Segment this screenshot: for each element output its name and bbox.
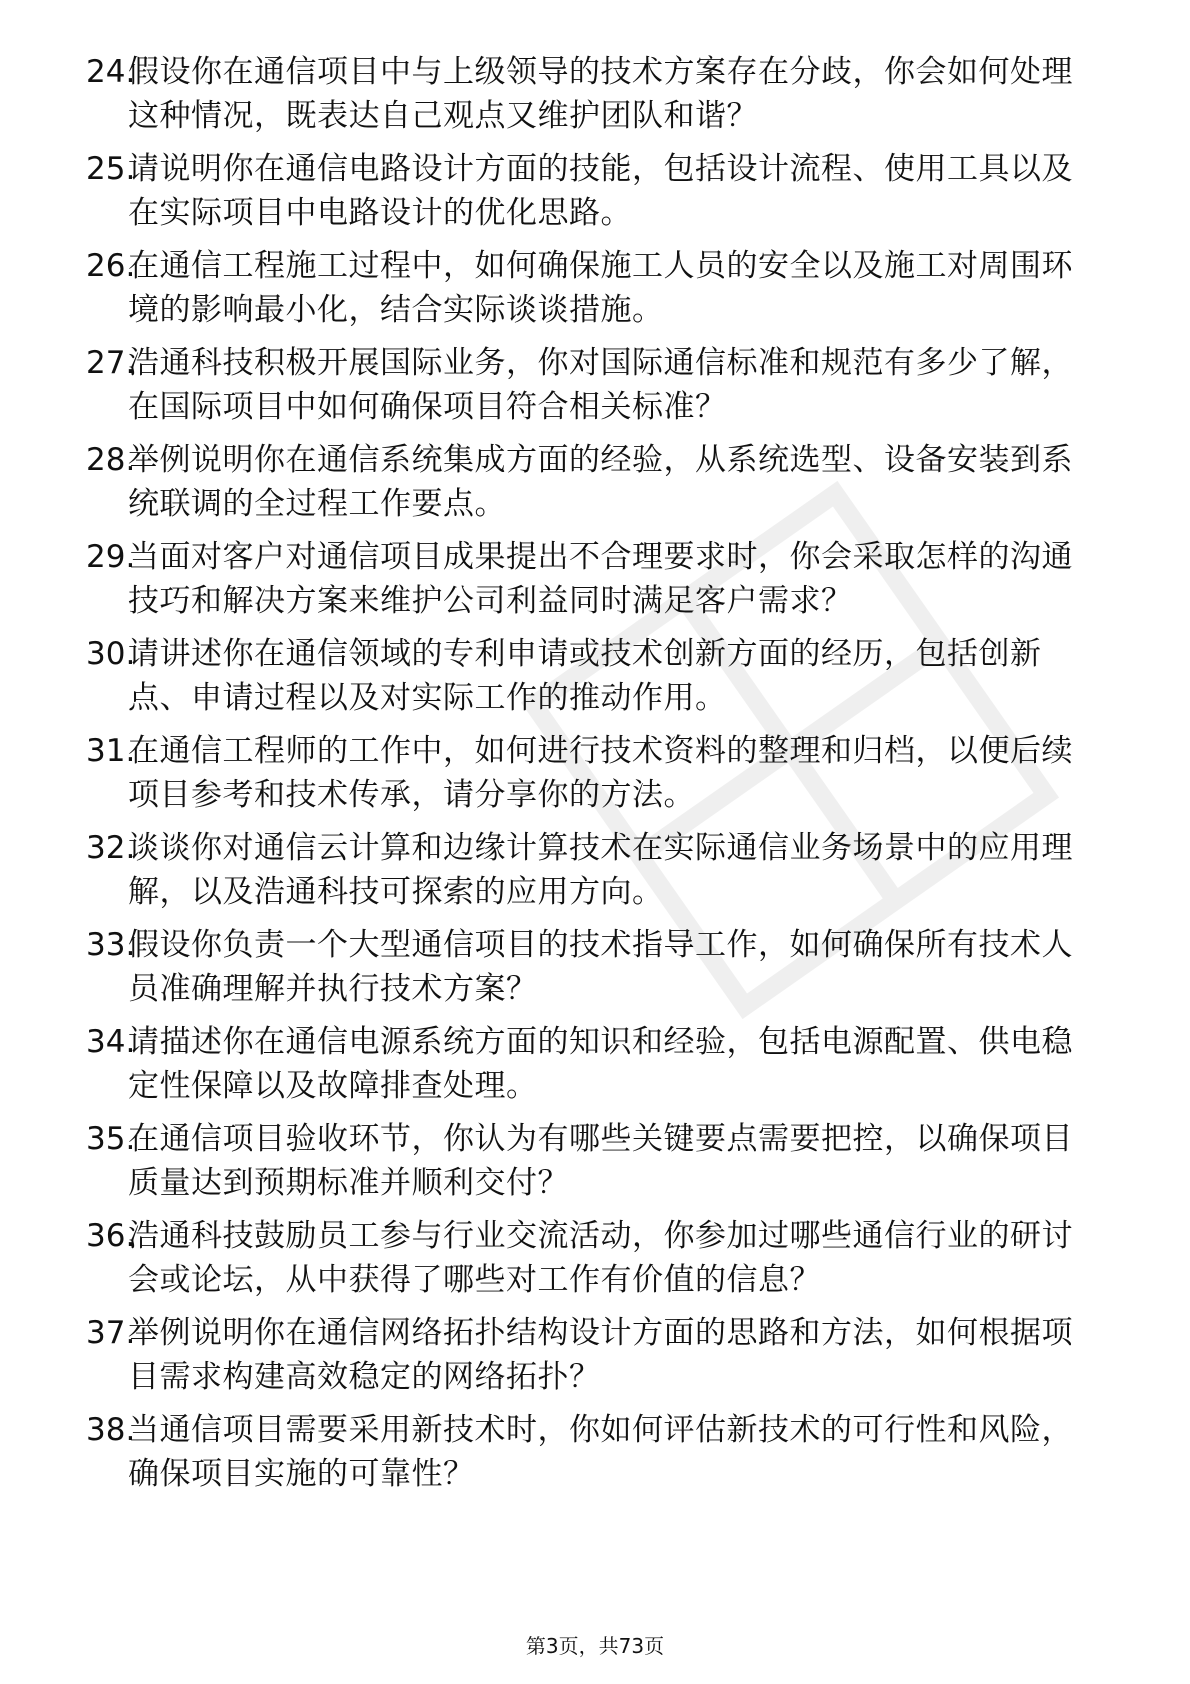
question-text: 请描述你在通信电源系统方面的知识和经验，包括电源配置、供电稳定性保障以及故障排查处理。 <box>128 1024 1073 1104</box>
question-item <box>0 1408 1190 1505</box>
question-number: 36. <box>86 1218 136 1254</box>
question-number: 26. <box>86 248 136 284</box>
question-number: 37. <box>86 1315 136 1351</box>
question-item <box>0 632 1190 729</box>
question-text: 当通信项目需要采用新技术时，你如何评估新技术的可行性和风险，确保项目实施的可靠性？ <box>128 1412 1073 1492</box>
question-number: 31. <box>86 733 136 769</box>
question-text: 举例说明你在通信网络拓扑结构设计方面的思路和方法，如何根据项目需求构建高效稳定的网络拓扑？ <box>128 1315 1073 1395</box>
question-text: 假设你在通信项目中与上级领导的技术方案存在分歧，你会如何处理这种情况，既表达自己观点又维护团队和谐？ <box>128 54 1073 134</box>
question-item <box>0 147 1190 244</box>
question-text: 浩通科技鼓励员工参与行业交流活动，你参加过哪些通信行业的研讨会或论坛，从中获得了哪些对工作有价值的信息？ <box>128 1218 1073 1298</box>
question-text: 在通信工程施工过程中，如何确保施工人员的安全以及施工对周围环境的影响最小化，结合实际谈谈措施。 <box>128 248 1073 328</box>
question-item <box>0 1311 1190 1408</box>
question-item <box>0 1117 1190 1214</box>
question-item <box>0 826 1190 923</box>
question-item <box>0 535 1190 632</box>
page-footer: 第3页，共73页 <box>525 1634 665 1658</box>
question-number: 28. <box>86 442 136 478</box>
question-text: 谈谈你对通信云计算和边缘计算技术在实际通信业务场景中的应用理解，以及浩通科技可探索的应用方向。 <box>128 830 1073 910</box>
question-item <box>0 1020 1190 1117</box>
question-text: 浩通科技积极开展国际业务，你对国际通信标准和规范有多少了解，在国际项目中如何确保项目符合相关标准？ <box>128 345 1073 425</box>
question-item <box>0 923 1190 1020</box>
question-number: 34. <box>86 1024 136 1060</box>
question-number: 32. <box>86 830 136 866</box>
question-number: 30. <box>86 636 136 672</box>
question-number: 27. <box>86 345 136 381</box>
question-number: 33. <box>86 927 136 963</box>
question-number: 25. <box>86 151 136 187</box>
question-text: 请说明你在通信电路设计方面的技能，包括设计流程、使用工具以及在实际项目中电路设计的优化思路。 <box>128 151 1073 231</box>
question-item <box>0 729 1190 826</box>
question-text: 在通信工程师的工作中，如何进行技术资料的整理和归档，以便后续项目参考和技术传承，请分享你的方法。 <box>128 733 1073 813</box>
question-text: 在通信项目验收环节，你认为有哪些关键要点需要把控，以确保项目质量达到预期标准并顺利交付？ <box>128 1121 1073 1201</box>
question-item <box>0 1214 1190 1311</box>
question-item <box>0 50 1190 147</box>
question-item <box>0 341 1190 438</box>
question-number: 29. <box>86 539 136 575</box>
question-number: 24. <box>86 54 136 90</box>
question-item <box>0 438 1190 535</box>
question-text: 假设你负责一个大型通信项目的技术指导工作，如何确保所有技术人员准确理解并执行技术方案？ <box>128 927 1073 1007</box>
question-item <box>0 244 1190 341</box>
question-number: 35. <box>86 1121 136 1157</box>
question-list <box>0 50 1190 1505</box>
question-number: 38. <box>86 1412 136 1448</box>
question-text: 当面对客户对通信项目成果提出不合理要求时，你会采取怎样的沟通技巧和解决方案来维护公司利益同时满足客户需求？ <box>128 539 1073 619</box>
question-text: 请讲述你在通信领域的专利申请或技术创新方面的经历，包括创新点、申请过程以及对实际工作的推动作用。 <box>128 636 1042 716</box>
question-text: 举例说明你在通信系统集成方面的经验，从系统选型、设备安装到系统联调的全过程工作要点。 <box>128 442 1073 522</box>
